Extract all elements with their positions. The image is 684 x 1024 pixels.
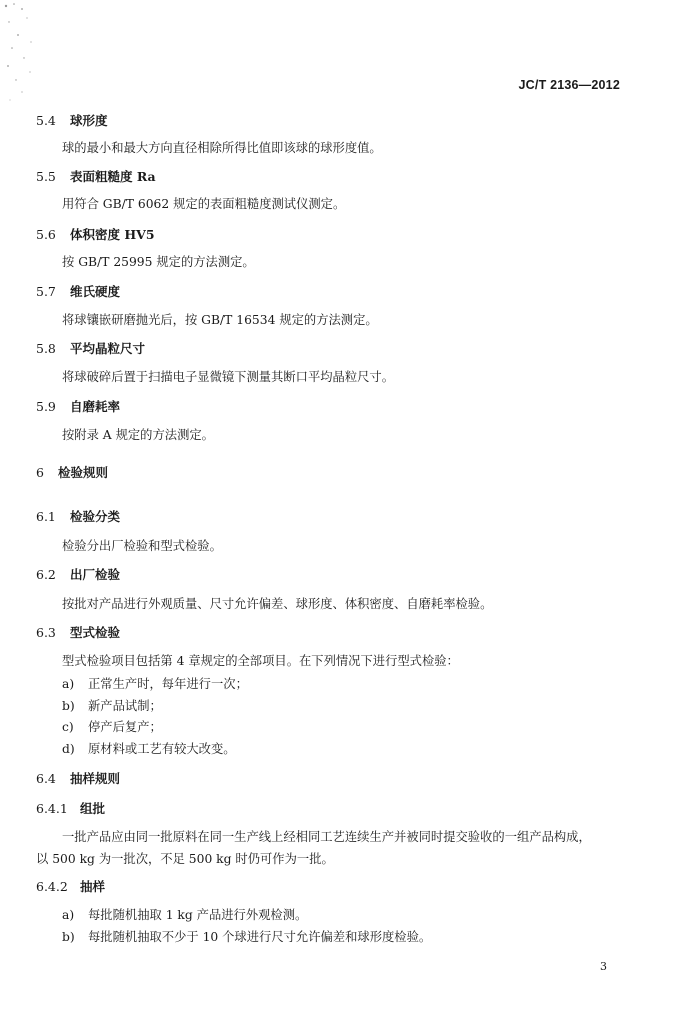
section-number: 5.9 — [36, 399, 56, 414]
section-6-4-1-text-line1: 一批产品应由同一批原料在同一生产线上经相同工艺连续生产并被同时提交验收的一组产品构成， — [62, 830, 591, 844]
section-title: 平均晶粒尺寸 — [70, 341, 146, 356]
section-6-4-heading — [36, 769, 120, 787]
list-text: 每批随机抽取不少于 10 个球进行尺寸允许偏差和球形度检验。 — [88, 930, 432, 944]
section-6-1-heading — [36, 507, 120, 525]
section-5-4-heading — [36, 111, 108, 129]
section-title: 表面粗糙度 Ra — [70, 169, 156, 184]
section-number: 5.7 — [36, 284, 56, 299]
section-number: 6.4 — [36, 771, 56, 786]
section-title: 抽样 — [80, 879, 106, 894]
chapter-title: 检验规则 — [58, 465, 109, 480]
list-text: 原材料或工艺有较大改变。 — [88, 742, 236, 756]
section-title: 型式检验 — [70, 625, 121, 640]
section-number: 6.4.2 — [36, 879, 68, 894]
list-item — [62, 717, 162, 735]
section-title: 体积密度 HV5 — [70, 227, 155, 242]
chapter-6-heading — [36, 463, 108, 481]
list-marker: a) — [62, 677, 75, 691]
section-number: 6.1 — [36, 509, 56, 524]
list-item — [62, 674, 248, 692]
section-6-3-text: 型式检验项目包括第 4 章规定的全部项目。在下列情况下进行型式检验： — [62, 654, 459, 668]
standard-code-header: JC/T 2136—2012 — [518, 78, 620, 92]
list-item — [62, 696, 162, 714]
section-5-8-text: 将球破碎后置于扫描电子显微镜下测量其断口平均晶粒尺寸。 — [62, 370, 395, 384]
section-title: 抽样规则 — [70, 771, 121, 786]
section-title: 球形度 — [70, 113, 108, 128]
section-number: 6.2 — [36, 567, 56, 582]
section-5-6-text: 按 GB/T 25995 规定的方法测定。 — [62, 255, 255, 269]
section-6-2-text: 按批对产品进行外观质量、尺寸允许偏差、球形度、体积密度、自磨耗率检验。 — [62, 597, 493, 611]
section-5-5-text: 用符合 GB/T 6062 规定的表面粗糙度测试仪测定。 — [62, 197, 346, 211]
section-5-8-heading — [36, 339, 145, 357]
section-5-9-heading — [36, 397, 120, 415]
section-number: 6.4.1 — [36, 801, 68, 816]
list-marker: b) — [62, 930, 75, 944]
list-marker: a) — [62, 908, 75, 922]
list-text: 每批随机抽取 1 kg 产品进行外观检测。 — [88, 908, 308, 922]
list-item — [62, 739, 236, 757]
list-item — [62, 905, 307, 923]
list-marker: d) — [62, 742, 75, 756]
section-5-6-heading — [36, 225, 155, 243]
page-number: 3 — [600, 960, 607, 973]
section-title: 维氏硬度 — [70, 284, 121, 299]
section-title: 出厂检验 — [70, 567, 121, 582]
list-text: 正常生产时，每年进行一次； — [88, 677, 248, 691]
section-5-7-heading — [36, 282, 120, 300]
list-item — [62, 927, 431, 945]
section-6-1-text: 检验分出厂检验和型式检验。 — [62, 539, 222, 553]
section-number: 5.5 — [36, 169, 56, 184]
list-text: 新产品试制； — [88, 699, 162, 713]
section-title: 组批 — [80, 801, 106, 816]
list-marker: c) — [62, 720, 74, 734]
section-6-3-heading — [36, 623, 120, 641]
section-title: 自磨耗率 — [70, 399, 121, 414]
list-text: 停产后复产； — [88, 720, 162, 734]
section-number: 6.3 — [36, 625, 56, 640]
section-5-9-text: 按附录 A 规定的方法测定。 — [62, 428, 214, 442]
section-6-4-1-text-line2: 以 500 kg 为一批次，不足 500 kg 时仍可作为一批。 — [36, 852, 334, 866]
section-number: 5.4 — [36, 113, 56, 128]
section-number: 5.6 — [36, 227, 56, 242]
section-6-4-1-heading — [36, 799, 105, 817]
scan-artifact — [0, 0, 40, 110]
section-6-2-heading — [36, 565, 120, 583]
chapter-number: 6 — [36, 465, 44, 480]
section-5-7-text: 将球镶嵌研磨抛光后，按 GB/T 16534 规定的方法测定。 — [62, 313, 378, 327]
section-6-4-2-heading — [36, 877, 105, 895]
section-5-4-text: 球的最小和最大方向直径相除所得比值即该球的球形度值。 — [62, 141, 382, 155]
section-5-5-heading — [36, 167, 156, 185]
list-marker: b) — [62, 699, 75, 713]
section-number: 5.8 — [36, 341, 56, 356]
section-title: 检验分类 — [70, 509, 121, 524]
